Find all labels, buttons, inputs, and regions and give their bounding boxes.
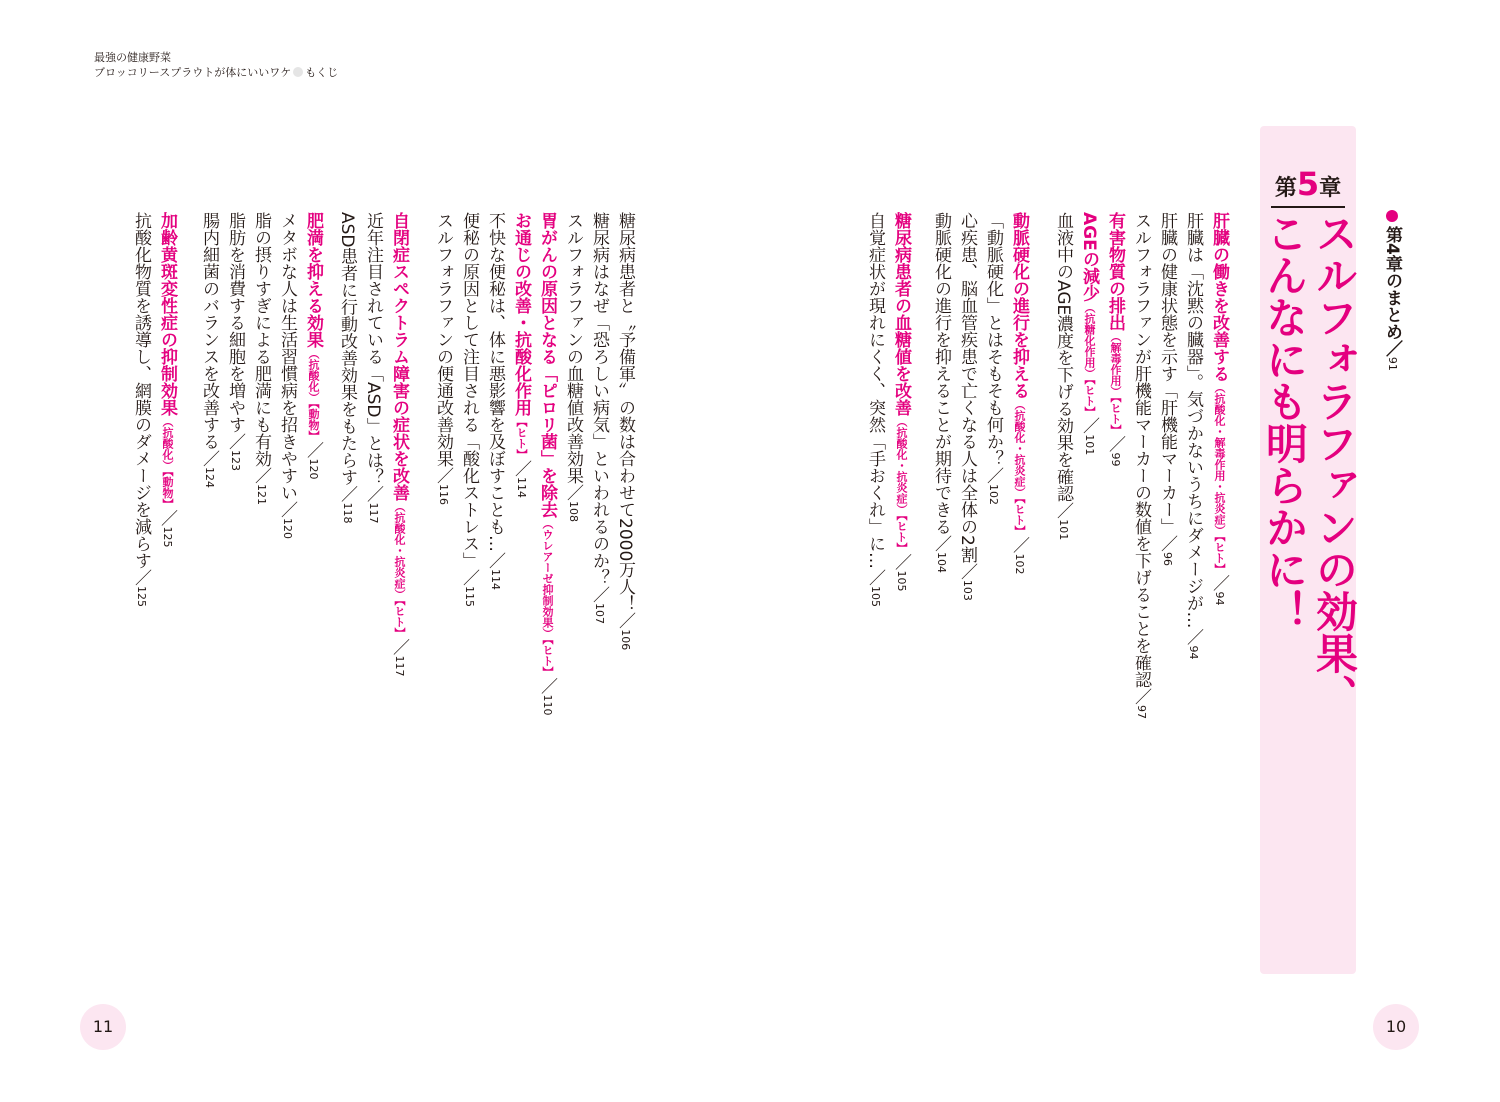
toc-page-number: 94: [1187, 645, 1200, 660]
toc-entry-title: 肝臓の健康状態を示す「肝機能マーカー」: [1157, 212, 1177, 535]
toc-entry-title: 加齢黄斑変性症の抑制効果: [157, 212, 177, 416]
toc-page-number: 117: [367, 502, 380, 524]
toc-slash: ／: [1157, 535, 1177, 552]
toc-entry-title: 自覚症状が現れにくく、突然「手おくれ」に…: [865, 212, 885, 569]
toc-entry-title: 便秘の原因として注目される「酸化ストレス」: [459, 212, 479, 569]
toc-entry[interactable]: [1102, 212, 1128, 467]
toc-slash: ／: [563, 484, 583, 501]
toc-entry-tag: （抗酸化・抗炎症）【ヒト】: [393, 501, 406, 639]
toc-entry[interactable]: [154, 212, 180, 548]
toc-slash: ／: [865, 569, 885, 586]
toc-page-number: 125: [135, 586, 148, 607]
folio-left: 11: [80, 1004, 126, 1050]
toc-slash: ／: [1183, 628, 1203, 646]
toc-entry[interactable]: [482, 212, 508, 590]
toc-slash: ／: [511, 460, 531, 477]
toc-slash: ／: [1105, 435, 1125, 453]
toc-slash: ／: [485, 552, 505, 569]
toc-entry[interactable]: [508, 212, 534, 498]
toc-page-number: 116: [437, 484, 450, 505]
toc-entry[interactable]: [1128, 212, 1154, 719]
toc-entry-title: 肥満を抑える効果: [303, 212, 323, 348]
chapter-title-line-2: こんなにも明らかに！: [1260, 212, 1309, 632]
toc-page-number: 123: [229, 450, 242, 471]
toc-slash: ／: [1079, 417, 1099, 435]
toc-page-number: 107: [593, 603, 606, 624]
toc-entry[interactable]: [534, 212, 560, 716]
toc-slash: ／: [615, 612, 635, 630]
toc-entry-tag: （解毒作用）【ヒト】: [1109, 331, 1122, 436]
toc-page-number: 96: [1161, 552, 1174, 566]
toc-entry[interactable]: [1050, 212, 1076, 540]
toc-page-number: 125: [161, 526, 174, 548]
toc-slash: ／: [891, 553, 911, 571]
toc-slash: ／: [157, 509, 177, 527]
toc-entry-title: 脂の摂りすぎによる肥満にも有効: [251, 212, 271, 467]
toc-entry-title: 動脈硬化の進行を抑えることが期待できる: [931, 212, 951, 535]
toc-entry[interactable]: [128, 212, 154, 607]
toc-entry-tag: （抗酸化）【動物】: [161, 416, 174, 510]
toc-page-number: 120: [281, 518, 294, 539]
toc-entry-title: お通じの改善・抗酸化作用: [511, 212, 531, 416]
chapter-label: 第5章: [1271, 166, 1345, 208]
toc-slash: ／: [277, 501, 297, 518]
toc-entry-title: メタボな人は生活習慣病を招きやすい: [277, 212, 297, 501]
toc-page-number: 94: [1213, 591, 1226, 606]
toc-page-number: 120: [307, 458, 320, 480]
toc-entry[interactable]: [560, 212, 586, 522]
toc-entry[interactable]: [386, 212, 412, 677]
toc-entry-tag: （抗酸化・抗炎症）【ヒト】: [1013, 399, 1026, 537]
toc-entry[interactable]: [954, 212, 980, 601]
toc-slash: ／: [199, 450, 219, 467]
toc-entry[interactable]: [222, 212, 248, 471]
toc-slash: ／: [1053, 502, 1073, 520]
toc-entry-title: 心疾患、脳血管疾患で亡くなる人は全体の2割: [957, 212, 977, 563]
toc-slash: ／: [389, 638, 409, 656]
toc-slash: ／: [131, 569, 151, 586]
toc-entry-title: 肝臓の働きを改善する: [1209, 212, 1229, 382]
toc-entry[interactable]: [888, 212, 914, 592]
toc-entry[interactable]: [456, 212, 482, 607]
toc-slash: ／: [225, 433, 245, 450]
toc-slash: ／: [1382, 339, 1402, 357]
toc-page-number: 106: [619, 629, 632, 651]
toc-entry-title: 自閉症スペクトラム障害の症状を改善: [389, 212, 409, 501]
toc-slash: ／: [337, 485, 357, 503]
toc-entry[interactable]: [274, 212, 300, 539]
toc-slash: ／: [251, 467, 271, 484]
toc-page-number: 102: [987, 484, 1000, 505]
toc-page-number: 91: [1386, 356, 1399, 371]
toc-entry[interactable]: [1076, 212, 1102, 455]
toc-entry-tag: 【ヒト】: [515, 416, 528, 460]
chapter-title-line-1: スルフォラファンの効果、: [1310, 212, 1359, 716]
toc-page-number: 118: [341, 502, 354, 524]
running-head: [94, 50, 338, 80]
toc-entry-tag: （抗酸化・抗炎症）【ヒト】: [895, 416, 908, 554]
toc-entry-tag: （抗酸化）【動物】: [307, 348, 320, 442]
toc-slash: ／: [537, 677, 557, 695]
toc-entry-title: ASD患者に行動改善効果をもたらす: [337, 212, 357, 486]
toc-entry[interactable]: [928, 212, 954, 573]
toc-entry-title: AGEの減少: [1079, 212, 1099, 302]
toc-page-number: 97: [1135, 705, 1148, 719]
toc-slash: ／: [433, 467, 453, 484]
toc-entry[interactable]: [1154, 212, 1180, 566]
toc-entry[interactable]: [360, 212, 386, 524]
toc-entry-title: スルフォラファンの血糖値改善効果: [563, 212, 583, 484]
toc-page-number: 124: [203, 467, 216, 488]
toc-entry-title: 肝臓は「沈黙の臓器」。気づかないうちにダメージが…: [1183, 212, 1203, 629]
toc-entry-title: スルフォラファンが肝機能マーカーの数値を下げることを確認: [1131, 212, 1151, 688]
toc-page-number: 121: [255, 484, 268, 505]
toc-slash: ／: [1131, 688, 1151, 705]
toc-entry[interactable]: [586, 212, 612, 624]
bullet-dot-icon: [1386, 210, 1398, 222]
toc-entry-title: 「動脈硬化」とはそもそも何か？: [983, 212, 1003, 467]
toc-entry[interactable]: [334, 212, 360, 524]
toc-slash: ／: [1009, 536, 1029, 554]
toc-page-number: 101: [1057, 519, 1070, 541]
toc-entry-tag: （抗酸化・解毒作用・抗炎症）【ヒト】: [1213, 382, 1226, 575]
toc-entry-title: 脂肪を消費する細胞を増やす: [225, 212, 245, 433]
toc-page-number: 99: [1109, 452, 1122, 467]
toc-entry[interactable]: [248, 212, 274, 505]
toc-page-number: 101: [1083, 434, 1096, 456]
toc-entry-prev-chapter[interactable]: [1379, 226, 1405, 371]
toc-slash: ／: [303, 441, 323, 459]
toc-page-number: 117: [393, 655, 406, 677]
toc-slash: ／: [363, 485, 383, 503]
toc-page-number: 104: [935, 552, 948, 573]
toc-entry-title: 糖尿病患者の血糖値を改善: [891, 212, 911, 416]
toc-page-number: 115: [463, 586, 476, 607]
toc-page-number: 114: [489, 569, 502, 590]
toc-entry[interactable]: [862, 212, 888, 607]
toc-entry[interactable]: [430, 212, 456, 505]
folio-right: 10: [1373, 1004, 1419, 1050]
toc-label: もくじ: [305, 66, 339, 79]
toc-entry[interactable]: [1006, 212, 1032, 575]
toc-entry[interactable]: [196, 212, 222, 488]
toc-entry-tag: （ウレアーゼ抑制効果）【ヒト】: [541, 518, 554, 678]
toc-page-number: 102: [1013, 553, 1026, 575]
toc-entry-title: 第4章のまとめ: [1382, 226, 1402, 340]
toc-slash: ／: [459, 569, 479, 586]
toc-entry[interactable]: [300, 212, 326, 480]
book-subtitle: ブロッコリースプラウトが体にいいワケ もくじ: [94, 66, 339, 79]
toc-page-number: 103: [961, 579, 974, 601]
book-title: 最強の健康野菜: [94, 51, 171, 64]
toc-entry-title: 有害物質の排出: [1105, 212, 1125, 331]
toc-entry-title: 不快な便秘は、体に悪影響を及ぼすことも…: [485, 212, 505, 552]
toc-entry-title: 胃がんの原因となる「ピロリ菌」を除去: [537, 212, 557, 518]
toc-entry-title: 近年注目されている「ASD」とは？: [363, 212, 383, 486]
toc-entry-title: スルフォラファンの便通改善効果: [433, 212, 453, 467]
toc-page-number: 110: [541, 694, 554, 716]
toc-entry-title: 血液中のAGE濃度を下げる効果を確認: [1053, 212, 1073, 503]
toc-entry-title: 動脈硬化の進行を抑える: [1009, 212, 1029, 399]
toc-entry[interactable]: [1206, 212, 1232, 606]
toc-entry-title: 糖尿病はなぜ「恐ろしい病気」といわれるのか？: [589, 212, 609, 586]
toc-slash: ／: [1209, 574, 1229, 592]
toc-slash: ／: [589, 586, 609, 603]
toc-entry[interactable]: [1180, 212, 1206, 660]
separator-dot-icon: [293, 67, 303, 77]
toc-slash: ／: [931, 535, 951, 552]
toc-entry-tag: （抗糖化作用）【ヒト】: [1083, 301, 1096, 418]
toc-entry[interactable]: [980, 212, 1006, 505]
toc-entry-title: 抗酸化物質を誘導し、網膜のダメージを減らす: [131, 212, 151, 569]
toc-page-number: 114: [515, 477, 528, 498]
toc-entry[interactable]: [612, 212, 638, 650]
toc-slash: ／: [957, 562, 977, 580]
toc-entry-title: 糖尿病患者と〝予備軍〟の数は合わせて2000万人！: [615, 212, 635, 613]
toc-slash: ／: [983, 467, 1003, 484]
toc-page-number: 108: [567, 501, 580, 522]
toc-entry-title: 腸内細菌のバランスを改善する: [199, 212, 219, 450]
toc-page-number: 105: [895, 570, 908, 592]
toc-page-number: 105: [869, 586, 882, 607]
chapter-number: 5: [1296, 165, 1320, 203]
